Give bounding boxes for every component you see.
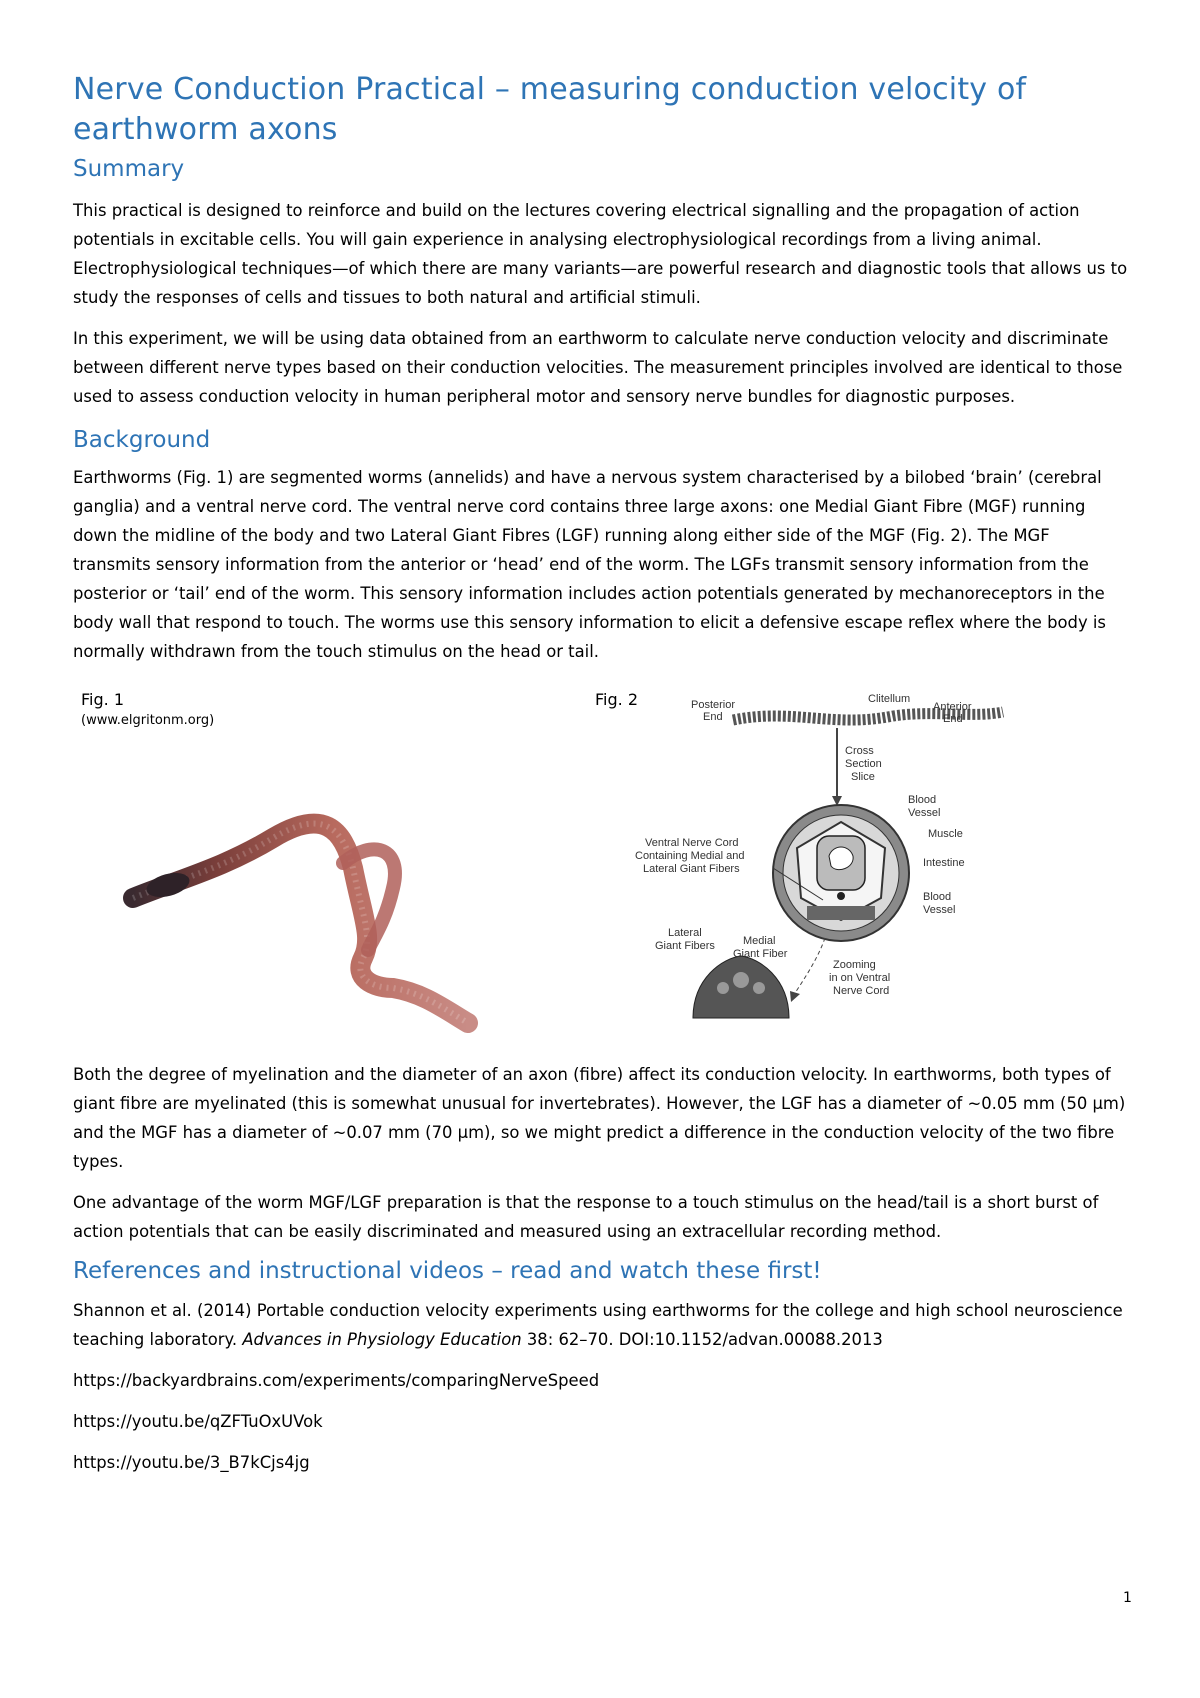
fig2-zoom-label-1: Zooming — [833, 959, 876, 971]
fig2-cross-label-1: Cross — [845, 745, 874, 757]
fig2-lateral-label-1: Lateral — [668, 927, 702, 939]
reference-citation — [73, 1296, 1130, 1354]
figure-1-source: (www.elgritonm.org) — [81, 713, 215, 728]
background-paragraph-1: Earthworms (Fig. 1) are segmented worms (annelids) and have a nervous system characterised by a bilobed ‘brain’ (cerebral ganglia) and a ventral nerve cord. The ventral nerve cord contains three large axons: one Medial Giant Fibre (MGF) running down the midline of the body and two Lateral Giant Fibres (LGF) running along either side of the MGF (Fig. 2). The MGF transmits sensory information from the anterior or ‘head’ end of the worm. The LGFs transmit sensory information from the posterior or ‘tail’ end of the worm. This sensory information includes action potentials generated by mechanoreceptors in the body wall that respond to touch. The worms use this sensory information to elicit a defensive escape reflex where the body is normally withdrawn from the touch stimulus on the head or tail. — [73, 468, 1106, 661]
fig2-vnc-label-1: Ventral Nerve Cord — [645, 837, 739, 849]
fig2-zoom-label-2: in on Ventral — [829, 972, 891, 984]
fig2-zoom-label-3: Nerve Cord — [833, 985, 890, 997]
fig2-blood-vessel-1-label-a: Blood — [908, 794, 937, 806]
fig2-blood-vessel-2-label-a: Blood — [923, 891, 952, 903]
figure-2 — [593, 688, 1130, 1048]
fig2-anterior-label-1: Anterior — [933, 701, 972, 713]
summary-heading: Summary — [73, 156, 185, 182]
fig2-anterior-label-2: End — [943, 713, 963, 725]
link-backyardbrains[interactable]: https://backyardbrains.com/experiments/comparingNerveSpeed — [73, 1371, 600, 1390]
citation-details: 38: 62–70. DOI:10.1152/advan.00088.2013 — [521, 1330, 883, 1349]
figure-1-label: Fig. 1 — [81, 690, 124, 709]
citation-journal: Advances in Physiology Education — [242, 1330, 522, 1349]
fig2-vnc-label-3: Lateral Giant Fibers — [643, 863, 740, 875]
fig2-posterior-label-2: End — [703, 711, 723, 723]
fig2-blood-vessel-1-label-b: Vessel — [908, 807, 941, 819]
background-paragraph-3: One advantage of the worm MGF/LGF preparation is that the response to a touch stimulus on the head/tail is a short burst of action potentials that can be easily discriminated and measured using an extracellular recording method. — [73, 1193, 1099, 1241]
fig2-lateral-label-2: Giant Fibers — [655, 940, 715, 952]
document-page — [73, 70, 1130, 1477]
fig2-muscle-label: Muscle — [928, 828, 963, 840]
earthworm-photo — [73, 688, 593, 1048]
fig2-clitellum-label: Clitellum — [868, 693, 911, 705]
fig2-medial-label-2: Giant Fiber — [733, 948, 788, 960]
fig2-blood-vessel-2-label-b: Vessel — [923, 904, 956, 916]
fig2-intestine-label: Intestine — [923, 857, 965, 869]
citation-text: Shannon et al. (2014) Portable conduction velocity experiments using earthworms for the college and high school neuroscience teaching laboratory. — [73, 1301, 1123, 1349]
figure-1 — [73, 688, 593, 1048]
figure-2-label: Fig. 2 — [595, 690, 638, 709]
fig2-cross-label-3: Slice — [851, 771, 875, 783]
page-title: Nerve Conduction Practical – measuring conduction velocity of earthworm axons — [73, 72, 1027, 147]
link-youtube-1[interactable]: https://youtu.be/qZFTuOxUVok — [73, 1412, 323, 1431]
summary-paragraph-2: In this experiment, we will be using data obtained from an earthworm to calculate nerve conduction velocity and discriminate between different nerve types based on their conduction velocities. The measurement principles involved are identical to those used to assess conduction velocity in human peripheral motor and sensory nerve bundles for diagnostic purposes. — [73, 329, 1123, 406]
background-heading: Background — [73, 427, 211, 453]
figures-row — [73, 688, 1130, 1048]
earthworm-anatomy-diagram — [593, 688, 1130, 1048]
background-paragraph-2: Both the degree of myelination and the diameter of an axon (fibre) affect its conduction velocity. In earthworms, both types of giant fibre are myelinated (this is somewhat unusual for invertebrates). However, the LGF has a diameter of ~0.05 mm (50 µm) and the MGF has a diameter of ~0.07 mm (70 µm), so we might predict a difference in the conduction velocity of the two fibre types. — [73, 1065, 1126, 1171]
fig2-posterior-label-1: Posterior — [691, 699, 736, 711]
fig2-cross-label-2: Section — [845, 758, 882, 770]
page-number: 1 — [1123, 1590, 1132, 1606]
references-heading: References and instructional videos – read and watch these first! — [73, 1258, 822, 1284]
fig2-medial-label-1: Medial — [743, 935, 776, 947]
fig2-vnc-label-2: Containing Medial and — [635, 850, 745, 862]
link-youtube-2[interactable]: https://youtu.be/3_B7kCjs4jg — [73, 1453, 310, 1472]
summary-paragraph-1: This practical is designed to reinforce and build on the lectures covering electrical signalling and the propagation of action potentials in excitable cells. You will gain experience in analysing electrophysiological recordings from a living animal. Electrophysiological techniques—of which there are many variants—are powerful research and diagnostic tools that allows us to study the responses of cells and tissues to both natural and artificial stimuli. — [73, 201, 1128, 307]
